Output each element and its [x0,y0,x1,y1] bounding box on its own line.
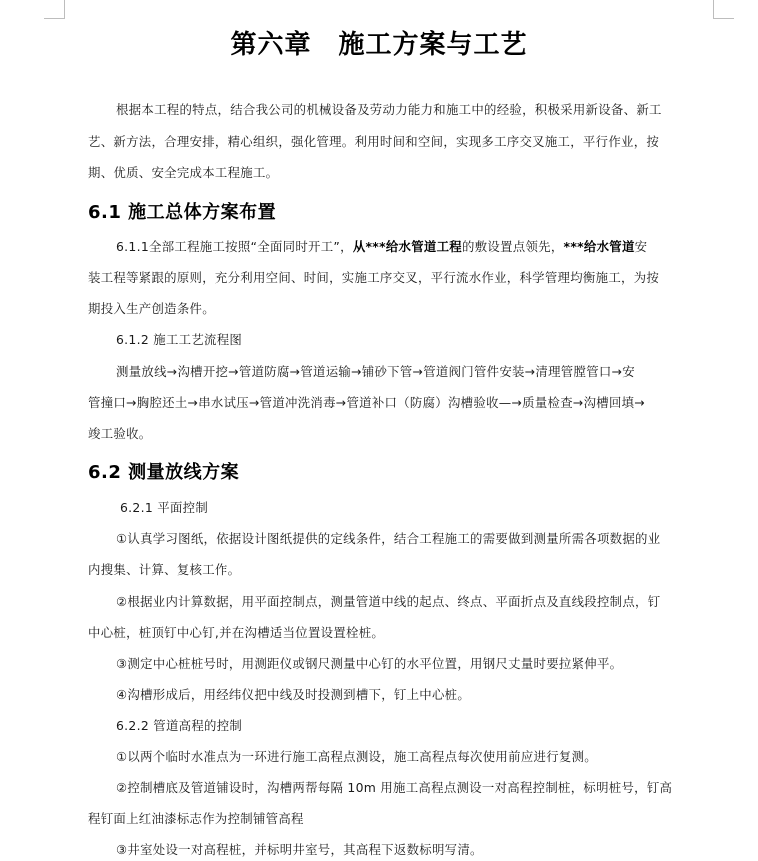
crop-mark-top-left-vertical [64,0,65,18]
control-item-1-line-1: ①认真学习图纸，依据设计图纸提供的定线条件，结合工程施工的需要做到测量所需各项数据的业 [116,531,661,546]
crop-mark-top-left-horizontal [44,18,65,19]
text-run: 安 [634,239,648,254]
section-6-1-2-heading: 6.1.2 施工工艺流程图 [116,332,243,347]
text-run: 的敷设置点领先， [462,239,564,254]
intro-line-3: 期、优质、安全完成本工程施工。 [88,165,279,180]
control-item-1-line-2: 内搜集、计算、复核工作。 [88,562,241,577]
crop-mark-top-right-vertical [713,0,714,18]
flow-line-2: 管撞口→胸腔还土→串水试压→管道冲洗消毒→管道补口（防腐）沟槽验收—→质量检查→沟槽回填→ [88,395,646,410]
section-6-2-2-heading: 6.2.2 管道高程的控制 [116,718,243,733]
section-6-1-1-line-3: 期投入生产创造条件。 [88,301,215,316]
crop-mark-top-right-horizontal [713,18,734,19]
flow-line-3: 竣工验收。 [88,426,152,441]
control-item-4: ④沟槽形成后，用经纬仪把中线及时投测到槽下，钉上中心桩。 [116,687,471,702]
chapter-title: 第六章 施工方案与工艺 [230,30,528,60]
elevation-item-3: ③井室处设一对高程桩，并标明井室号，其高程下返数标明写清。 [116,842,483,857]
control-item-3: ③测定中心桩桩号时，用测距仪或钢尺测量中心钉的水平位置，用钢尺丈量时要拉紧伸平。 [116,656,623,671]
section-6-1-1-line-2: 装工程等紧跟的原则，充分利用空间、时间，实施工序交叉，平行流水作业，科学管理均衡施工，为按 [88,270,660,285]
section-6-1-1-line-1 [116,237,716,255]
elevation-item-2-line-1: ②控制槽底及管道铺设时，沟槽两帮每隔 10m 用施工高程点测设一对高程控制桩，标明桩号，钉高 [116,780,673,795]
control-item-2-line-1: ②根据业内计算数据，用平面控制点，测量管道中线的起点、终点、平面折点及直线段控制点，钉 [116,594,661,609]
bold-text-run: ***给水管道 [563,239,635,254]
section-6-1-heading: 6.1 施工总体方案布置 [88,202,277,223]
flow-line-1: 测量放线→沟槽开挖→管道防腐→管道运输→铺砂下管→管道阀门管件安装→清理管膛管口→安 [116,364,635,379]
elevation-item-1: ①以两个临时水准点为一环进行施工高程点测设，施工高程点每次使用前应进行复测。 [116,749,597,764]
bold-text-run: 从***给水管道工程 [352,239,463,254]
intro-line-1: 根据本工程的特点，结合我公司的机械设备及劳动力能力和施工中的经验，积极采用新设备、新工 [116,102,662,117]
elevation-item-2-line-2: 程钉面上红油漆标志作为控制铺管高程 [88,811,304,826]
intro-line-2: 艺、新方法，合理安排，精心组织，强化管理。利用时间和空间，实现多工序交叉施工，平行作业，按 [88,134,660,149]
control-item-2-line-2: 中心桩，桩顶钉中心钉,并在沟槽适当位置设置栓桩。 [88,625,385,640]
text-run: 6.1.1全部工程施工按照“全面同时开工”， [116,239,353,254]
section-6-2-heading: 6.2 测量放线方案 [88,462,240,483]
section-6-2-1-heading: 6.2.1 平面控制 [120,500,209,515]
